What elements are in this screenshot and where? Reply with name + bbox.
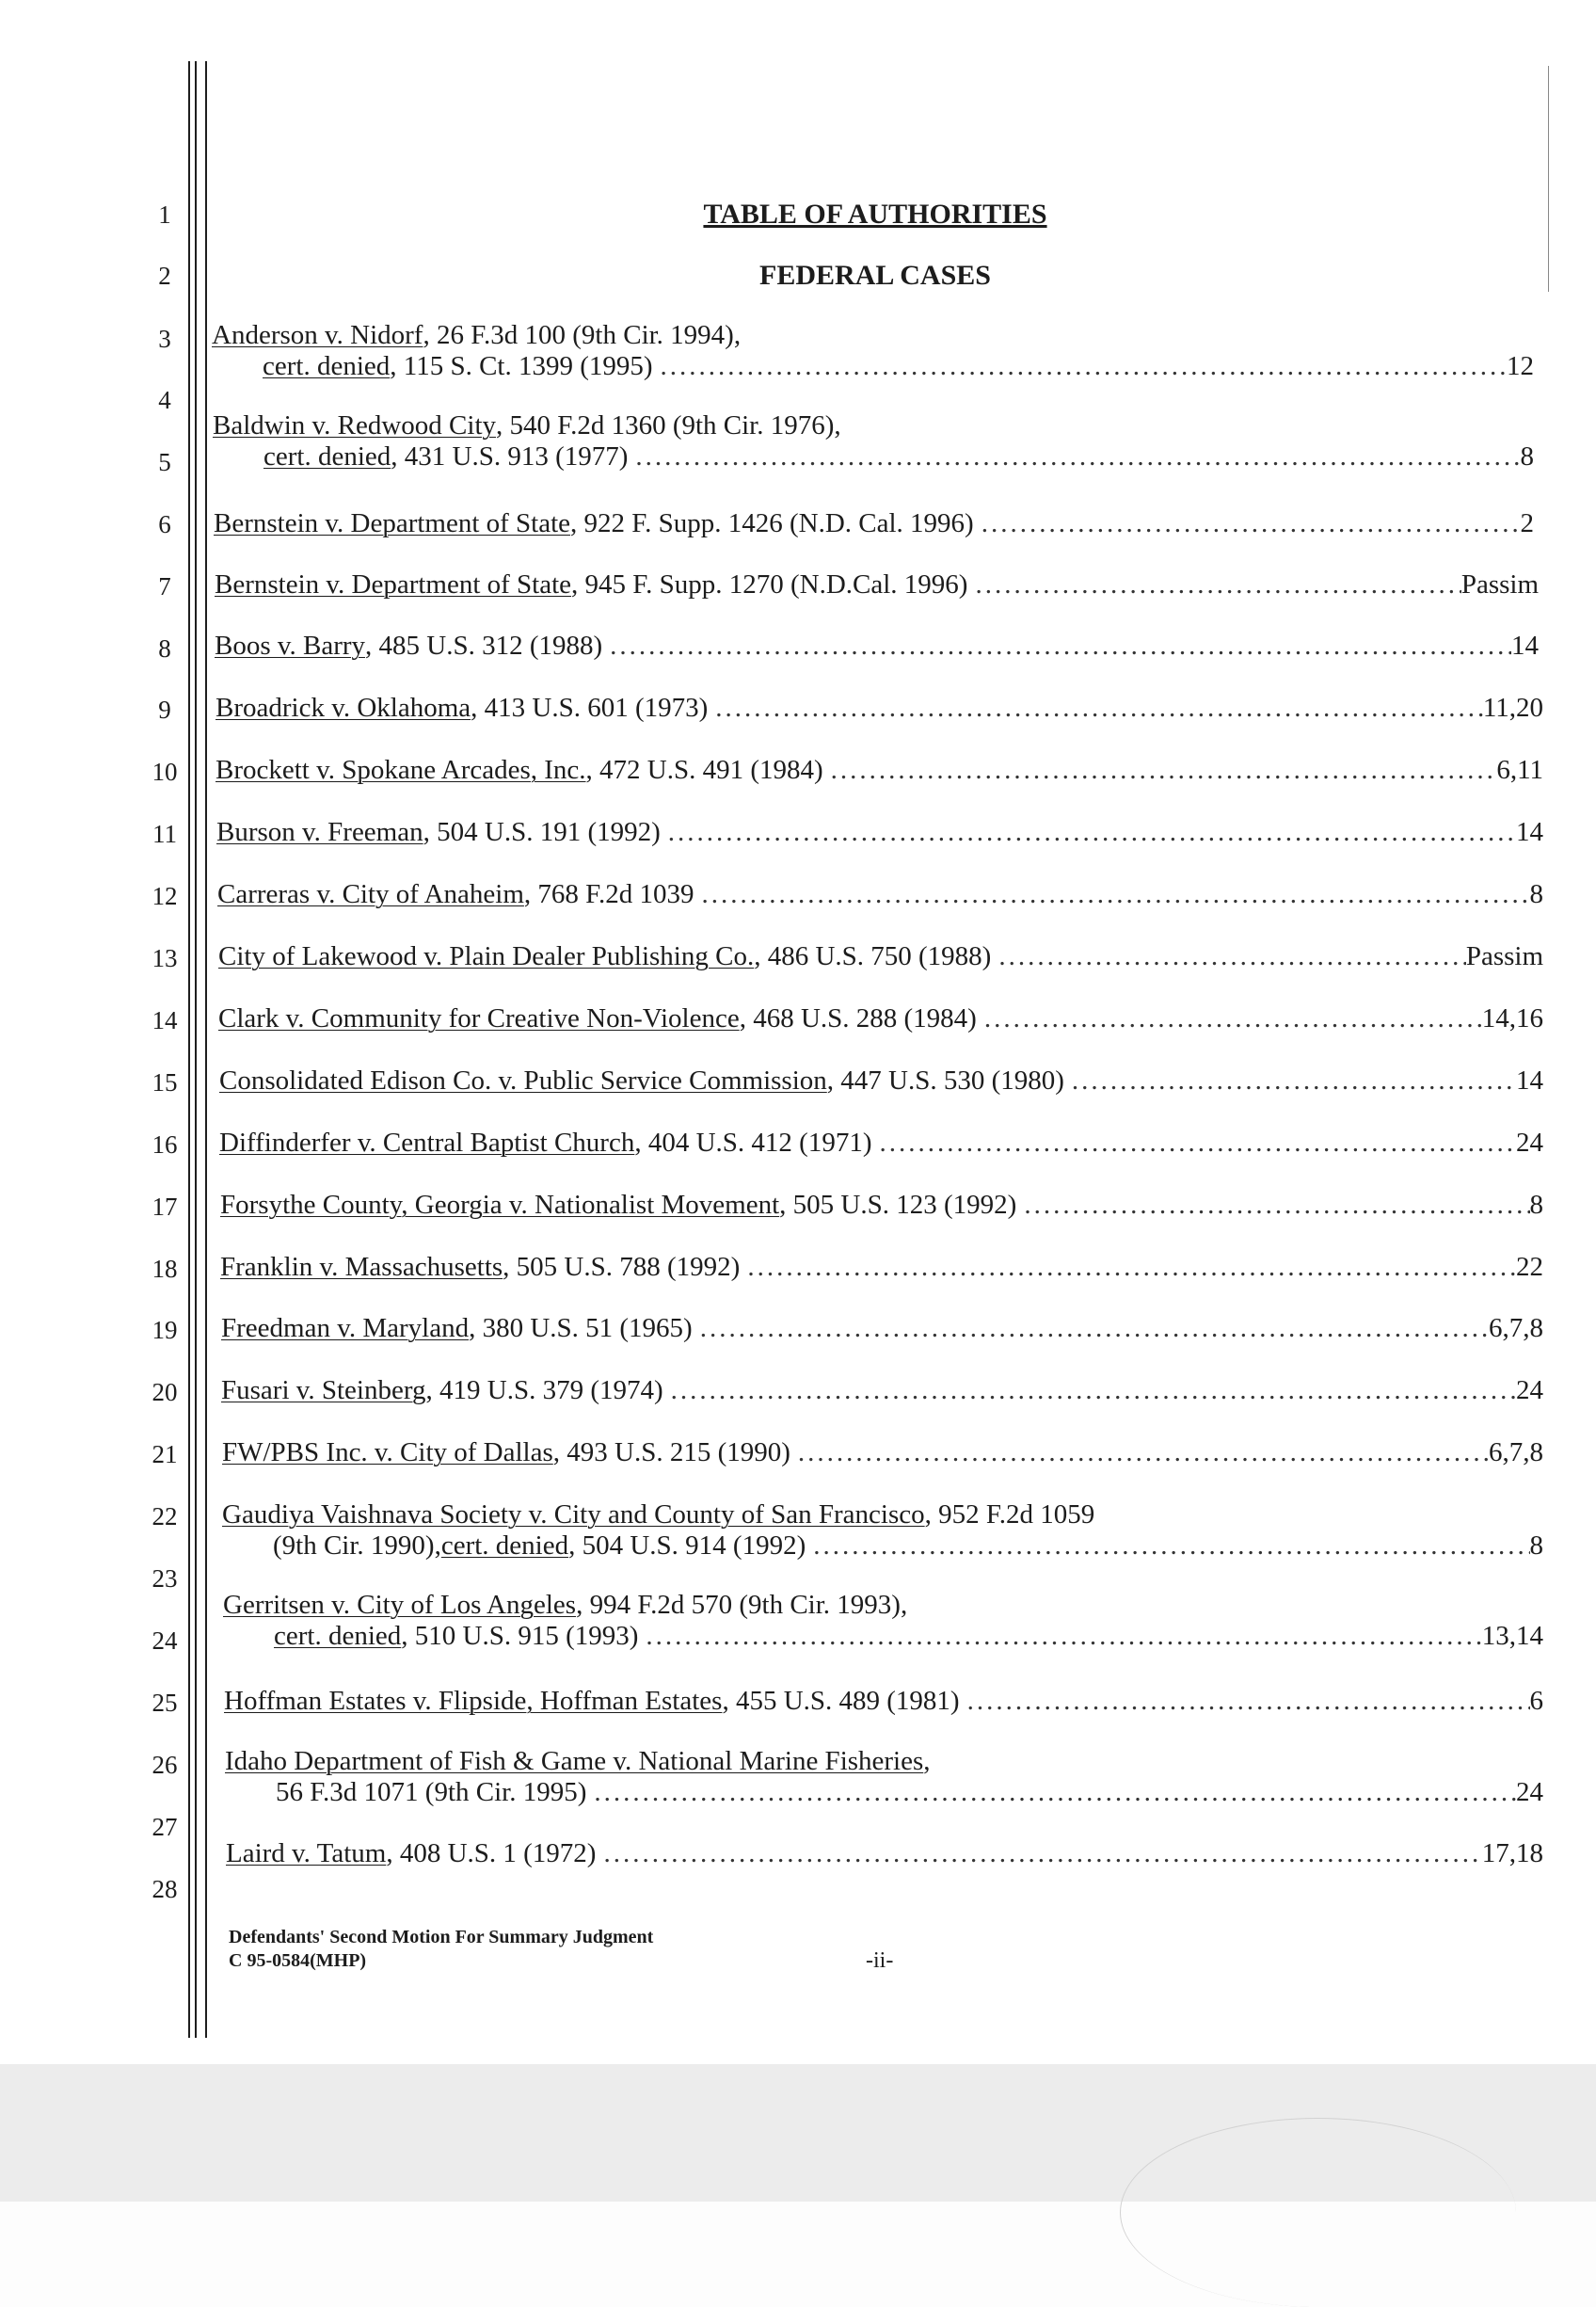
case-citation: , 419 U.S. 379 (1974)	[425, 1375, 663, 1405]
entry-continuation-line	[212, 351, 1534, 382]
entry-line	[215, 631, 1539, 662]
case-name: Laird v. Tatum	[226, 1838, 387, 1868]
entry-continuation-line	[225, 1777, 1543, 1808]
entry-line	[218, 941, 1543, 972]
case-citation: , 447 U.S. 530 (1980)	[826, 1065, 1064, 1096]
case-citation: , 768 F.2d 1039	[523, 879, 694, 909]
dot-leader	[638, 1621, 1481, 1652]
page-title: TABLE OF AUTHORITIES	[703, 199, 1047, 230]
authority-entry	[215, 569, 1539, 601]
authority-entry	[214, 508, 1534, 539]
scan-shadow-curve	[1120, 2118, 1516, 2307]
page-reference: Passim	[1460, 569, 1539, 600]
case-citation: , 413 U.S. 601 (1973)	[471, 693, 709, 723]
cert-citation: , 510 U.S. 915 (1993)	[401, 1621, 639, 1651]
dot-leader	[977, 1003, 1482, 1034]
case-name: Brockett v. Spokane Arcades, Inc.	[215, 755, 586, 785]
case-citation: , 994 F.2d 570 (9th Cir. 1993),	[576, 1590, 908, 1620]
page-reference: 6	[1529, 1686, 1543, 1716]
case-citation: , 408 U.S. 1 (1972)	[386, 1838, 597, 1868]
page-reference: 14	[1516, 817, 1543, 847]
dot-leader	[663, 1375, 1516, 1406]
footer-page-number: -ii-	[866, 1948, 894, 1973]
dot-leader	[991, 941, 1465, 972]
page-reference: 13,14	[1481, 1621, 1543, 1651]
authority-entry	[225, 1746, 1543, 1808]
line-number: 7	[158, 572, 171, 601]
page-reference: 17,18	[1481, 1838, 1543, 1868]
authority-entry	[223, 1590, 1543, 1652]
page-reference: 8	[1529, 879, 1543, 909]
entry-continuation-line	[223, 1621, 1543, 1652]
line-number: 17	[152, 1193, 178, 1221]
line-number: 23	[152, 1564, 178, 1593]
entry-line	[221, 1375, 1543, 1406]
dot-leader	[596, 1838, 1481, 1869]
dot-leader	[653, 351, 1507, 382]
case-citation: , 380 U.S. 51 (1965)	[469, 1313, 693, 1343]
line-number: 24	[152, 1626, 178, 1655]
case-citation: , 504 U.S. 191 (1992)	[423, 817, 661, 847]
authority-entry	[215, 631, 1539, 662]
left-margin-rule-double	[205, 61, 207, 2038]
case-citation: , 404 U.S. 412 (1971)	[634, 1128, 872, 1158]
line-number: 26	[152, 1751, 178, 1779]
line-number: 15	[152, 1068, 178, 1097]
entry-line	[222, 1499, 1543, 1530]
left-margin-rule-inner	[195, 61, 197, 2038]
case-name: Fusari v. Steinberg	[221, 1375, 426, 1405]
line-number: 16	[152, 1130, 178, 1159]
entry-line	[215, 755, 1543, 786]
line-number: 28	[152, 1875, 178, 1903]
authority-entry	[220, 1252, 1543, 1283]
dot-leader	[960, 1686, 1530, 1717]
dot-leader	[790, 1437, 1489, 1468]
entry-line	[219, 1065, 1543, 1097]
entry-line	[215, 569, 1539, 601]
line-number: 8	[158, 634, 171, 663]
cert-citation: , 504 U.S. 914 (1992)	[568, 1530, 806, 1561]
authority-entry	[216, 817, 1543, 848]
authority-entry	[220, 1190, 1543, 1221]
dot-leader	[602, 631, 1511, 662]
line-number: 1	[158, 200, 171, 229]
line-number: 25	[152, 1689, 178, 1717]
case-name: Broadrick v. Oklahoma	[215, 693, 471, 723]
entry-line	[224, 1686, 1543, 1717]
right-margin-rule	[1548, 66, 1549, 292]
line-number: 4	[158, 386, 171, 414]
dot-leader	[967, 569, 1460, 601]
authority-entry	[218, 941, 1543, 972]
entry-line	[216, 817, 1543, 848]
authority-entry	[226, 1838, 1543, 1869]
authority-entry	[219, 1065, 1543, 1097]
footer-caption	[229, 1926, 653, 1973]
case-citation: , 26 F.3d 100 (9th Cir. 1994),	[423, 320, 742, 350]
dot-leader	[871, 1128, 1516, 1159]
entry-line	[222, 1437, 1543, 1468]
authority-entry	[221, 1313, 1543, 1344]
entry-line	[226, 1838, 1543, 1869]
case-citation: , 493 U.S. 215 (1990)	[552, 1437, 790, 1467]
case-name: Idaho Department of Fish & Game v. National Marine Fisheries	[225, 1746, 924, 1776]
authority-entry	[219, 1128, 1543, 1159]
line-number: 12	[152, 882, 178, 910]
page-reference: 6,7,8	[1489, 1313, 1543, 1343]
case-name: Clark v. Community for Creative Non-Violence	[218, 1003, 740, 1033]
line-number: 5	[158, 448, 171, 476]
case-name: Boos v. Barry	[215, 631, 366, 661]
case-citation: , 540 F.2d 1360 (9th Cir. 1976),	[496, 410, 841, 441]
line-number: 22	[152, 1502, 178, 1530]
page-reference: 24	[1516, 1777, 1543, 1807]
case-name: Baldwin v. Redwood City	[213, 410, 497, 441]
entry-line	[213, 410, 1534, 441]
case-name: Anderson v. Nidorf	[212, 320, 423, 350]
line-number: 10	[152, 758, 178, 786]
case-citation: , 468 U.S. 288 (1984)	[739, 1003, 977, 1033]
case-citation: , 455 U.S. 489 (1981)	[722, 1686, 960, 1716]
case-citation: , 486 U.S. 750 (1988)	[754, 941, 992, 971]
line-number: 14	[152, 1006, 178, 1034]
page-reference: 2	[1520, 508, 1534, 538]
page-reference: 22	[1516, 1252, 1543, 1282]
page-reference: 14	[1511, 631, 1539, 661]
dot-leader	[661, 817, 1516, 848]
case-name: FW/PBS Inc. v. City of Dallas	[222, 1437, 553, 1467]
dot-leader	[586, 1777, 1516, 1808]
case-citation: , 922 F. Supp. 1426 (N.D. Cal. 1996)	[570, 508, 974, 538]
case-citation: , 505 U.S. 123 (1992)	[779, 1190, 1017, 1220]
line-number: 27	[152, 1813, 178, 1841]
authority-entry	[215, 693, 1543, 724]
dot-leader	[1016, 1190, 1529, 1221]
authority-entry	[217, 879, 1543, 910]
case-name: Franklin v. Massachusetts	[220, 1252, 503, 1282]
authority-entry	[222, 1437, 1543, 1468]
case-name: Consolidated Edison Co. v. Public Service Commission	[219, 1065, 827, 1096]
footer-title: Defendants' Second Motion For Summary Judgment	[229, 1927, 654, 1947]
page-reference: 8	[1529, 1530, 1543, 1561]
authority-entry	[213, 410, 1534, 473]
cert-denied: cert. denied	[274, 1621, 402, 1651]
page-reference: 11,20	[1482, 693, 1543, 723]
dot-leader	[823, 755, 1497, 786]
page-reference: 24	[1516, 1375, 1543, 1405]
dot-leader	[1064, 1065, 1516, 1097]
footer-case-number: C 95-0584(MHP)	[229, 1950, 367, 1971]
authority-entry	[215, 755, 1543, 786]
entry-line	[215, 693, 1543, 724]
authority-entry	[212, 320, 1534, 382]
case-name: Hoffman Estates v. Flipside, Hoffman Estates	[224, 1686, 723, 1716]
case-citation: , 485 U.S. 312 (1988)	[365, 631, 603, 661]
case-citation: , 945 F. Supp. 1270 (N.D.Cal. 1996)	[571, 569, 968, 600]
case-citation: ,	[923, 1746, 931, 1776]
line-number: 11	[152, 820, 177, 848]
case-name: Gerritsen v. City of Los Angeles	[223, 1590, 577, 1620]
case-citation: , 472 U.S. 491 (1984)	[585, 755, 823, 785]
line-number: 6	[158, 510, 171, 538]
page-reference: 14	[1516, 1065, 1543, 1096]
dot-leader	[693, 1313, 1489, 1344]
authority-entry	[221, 1375, 1543, 1406]
dot-leader	[708, 693, 1483, 724]
case-name: Burson v. Freeman	[216, 817, 423, 847]
case-name: Bernstein v. Department of State	[215, 569, 572, 600]
entry-line	[225, 1746, 1543, 1777]
line-number: 2	[158, 262, 171, 290]
page-reference: Passim	[1465, 941, 1543, 971]
entry-line	[219, 1128, 1543, 1159]
line-number: 9	[158, 696, 171, 724]
case-name: Bernstein v. Department of State	[214, 508, 571, 538]
page-reference: 12	[1507, 351, 1534, 381]
case-citation: , 505 U.S. 788 (1992)	[503, 1252, 741, 1282]
entry-line	[220, 1252, 1543, 1283]
entry-line	[218, 1003, 1543, 1034]
authority-entry	[222, 1499, 1543, 1562]
page-reference: 24	[1516, 1128, 1543, 1158]
line-number: 19	[152, 1316, 178, 1344]
citation-continuation: (9th Cir. 1990),	[273, 1530, 441, 1561]
page-reference: 8	[1529, 1190, 1543, 1220]
page-reference: 8	[1520, 441, 1534, 472]
cert-denied: cert. denied	[263, 441, 391, 472]
authority-entry	[218, 1003, 1543, 1034]
dot-leader	[628, 441, 1520, 473]
line-number: 13	[152, 944, 178, 972]
entry-continuation-line	[213, 441, 1534, 473]
cert-citation: , 431 U.S. 913 (1977)	[391, 441, 629, 472]
case-name: Carreras v. City of Anaheim	[217, 879, 524, 909]
line-number: 18	[152, 1255, 178, 1283]
dot-leader	[806, 1530, 1529, 1562]
page-reference: 14,16	[1481, 1003, 1543, 1033]
cert-denied: cert. denied	[263, 351, 391, 381]
page-reference: 6,11	[1496, 755, 1543, 785]
line-number: 3	[158, 325, 171, 353]
page-reference: 6,7,8	[1489, 1437, 1543, 1467]
dot-leader	[740, 1252, 1516, 1283]
case-name: Gaudiya Vaishnava Society v. City and County of San Francisco	[222, 1499, 925, 1530]
entry-line	[223, 1590, 1543, 1621]
case-citation: , 952 F.2d 1059	[924, 1499, 1095, 1530]
authority-entry	[224, 1686, 1543, 1717]
dot-leader	[974, 508, 1521, 539]
line-number: 20	[152, 1378, 178, 1406]
section-heading: FEDERAL CASES	[759, 260, 991, 291]
entry-line	[214, 508, 1534, 539]
cert-denied: cert. denied	[440, 1530, 569, 1561]
case-name: City of Lakewood v. Plain Dealer Publishing Co.	[218, 941, 755, 971]
dot-leader	[694, 879, 1529, 910]
entry-line	[212, 320, 1534, 351]
case-name: Freedman v. Maryland	[221, 1313, 470, 1343]
entry-line	[221, 1313, 1543, 1344]
entry-continuation-line	[222, 1530, 1543, 1562]
entry-line	[217, 879, 1543, 910]
line-number: 21	[152, 1440, 178, 1468]
cert-citation: , 115 S. Ct. 1399 (1995)	[390, 351, 653, 381]
citation-continuation: 56 F.3d 1071 (9th Cir. 1995)	[276, 1777, 587, 1807]
case-name: Diffinderfer v. Central Baptist Church	[219, 1128, 635, 1158]
entry-line	[220, 1190, 1543, 1221]
case-name: Forsythe County, Georgia v. Nationalist Movement	[220, 1190, 780, 1220]
left-margin-rule	[188, 61, 190, 2038]
